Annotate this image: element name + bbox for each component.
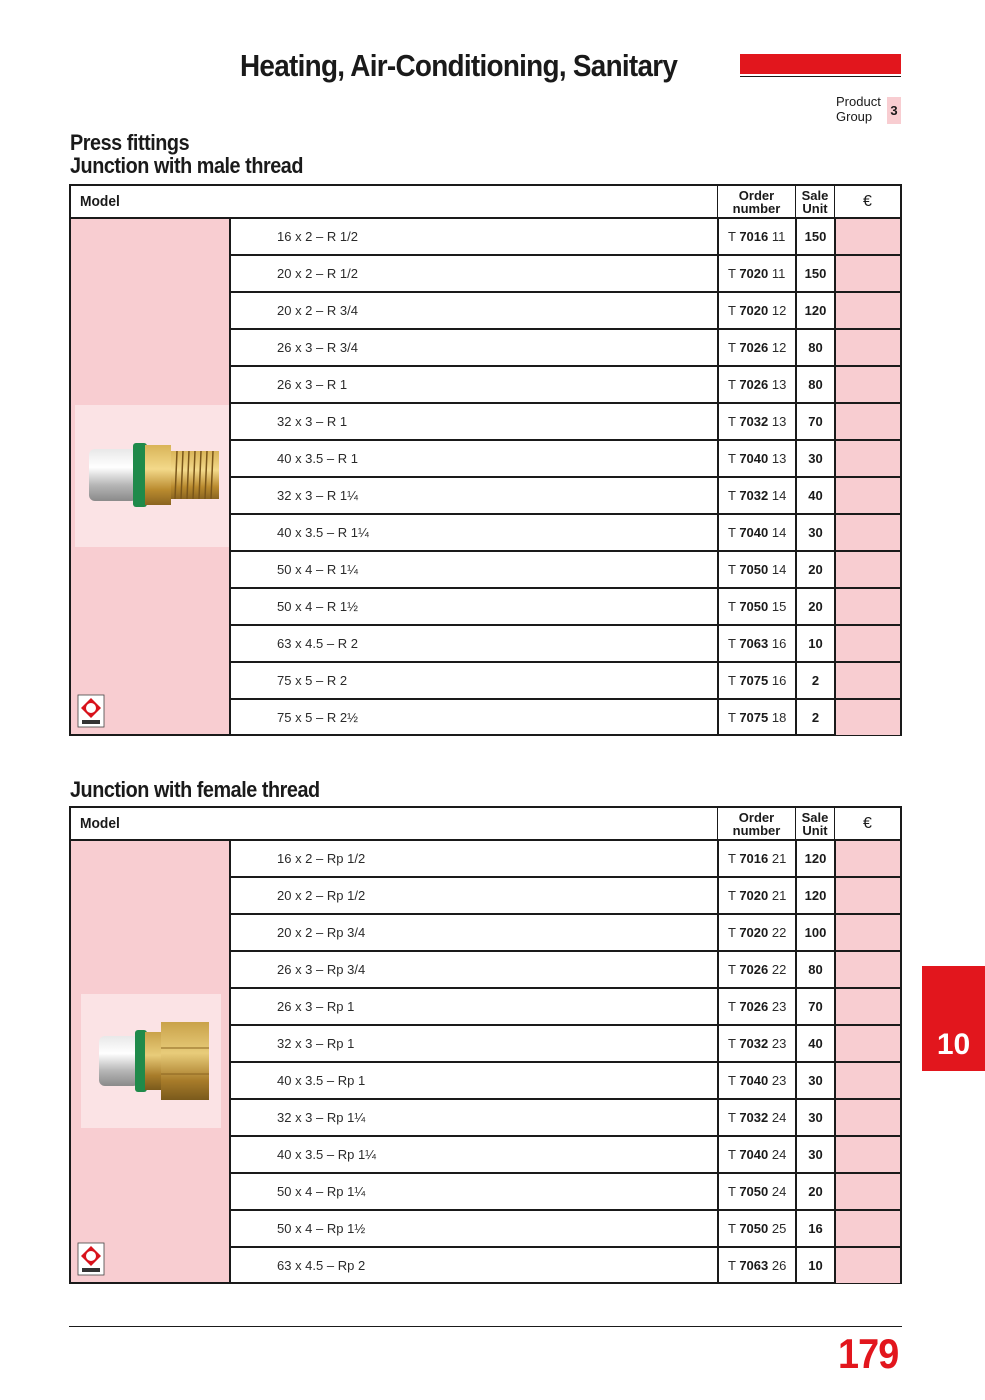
row-sale-unit: 70 <box>795 404 834 439</box>
row-size: 32 x 3 – R 1 <box>277 414 348 429</box>
row-order-number <box>717 1063 795 1098</box>
order-suffix: 15 <box>768 599 787 614</box>
row-size: 50 x 4 – R 1½ <box>277 599 358 614</box>
row-size: 75 x 5 – R 2½ <box>277 710 358 725</box>
table-row <box>231 1211 900 1248</box>
row-price-field <box>834 367 900 402</box>
row-order-number <box>717 256 795 291</box>
order-prefix: T <box>728 303 740 318</box>
row-order-number <box>717 1137 795 1172</box>
order-main: 7032 <box>739 1036 769 1051</box>
row-sale-unit: 100 <box>795 915 834 950</box>
table-row <box>231 1100 900 1137</box>
column-header-model: Model <box>80 815 120 832</box>
table-row <box>231 700 900 737</box>
table-header <box>71 808 900 841</box>
row-order-number <box>717 367 795 402</box>
row-order-number <box>717 1211 795 1246</box>
row-price-field <box>834 989 900 1024</box>
column-header-price: € <box>834 808 900 839</box>
row-size: 16 x 2 – Rp 1/2 <box>277 851 366 866</box>
table-row <box>231 552 900 589</box>
table-row <box>231 515 900 552</box>
order-suffix: 22 <box>768 925 787 940</box>
row-sale-unit: 40 <box>795 478 834 513</box>
order-suffix: 14 <box>768 562 787 577</box>
row-price-field <box>834 256 900 291</box>
order-suffix: 23 <box>768 1073 787 1088</box>
order-prefix: T <box>728 1036 740 1051</box>
row-size: 26 x 3 – Rp 3/4 <box>277 962 366 977</box>
order-suffix: 21 <box>768 851 787 866</box>
table-row <box>231 1063 900 1100</box>
section1-title-line1: Press fittings <box>70 130 190 155</box>
table-row <box>231 256 900 293</box>
row-size: 75 x 5 – R 2 <box>277 673 348 688</box>
column-header-sale-line2: Unit <box>802 201 828 216</box>
column-header-order-line1: Order <box>738 810 775 825</box>
row-sale-unit: 30 <box>795 1137 834 1172</box>
order-prefix: T <box>728 1147 740 1162</box>
row-order-number <box>717 219 795 254</box>
row-order-number <box>717 552 795 587</box>
order-suffix: 12 <box>768 303 787 318</box>
order-prefix: T <box>728 925 740 940</box>
row-sale-unit: 10 <box>795 1248 834 1283</box>
row-price-field <box>834 841 900 876</box>
row-order-number <box>717 663 795 698</box>
table-row <box>231 367 900 404</box>
order-prefix: T <box>728 562 740 577</box>
row-price-field <box>834 878 900 913</box>
row-size: 20 x 2 – R 3/4 <box>277 303 358 318</box>
table-row <box>231 441 900 478</box>
order-suffix: 26 <box>768 1258 787 1273</box>
row-size: 16 x 2 – R 1/2 <box>277 229 358 244</box>
row-price-field <box>834 626 900 661</box>
order-suffix: 14 <box>768 488 787 503</box>
row-size: 32 x 3 – Rp 1¼ <box>277 1110 366 1125</box>
row-size: 63 x 4.5 – R 2 <box>277 636 358 651</box>
row-price-field <box>834 1063 900 1098</box>
row-size: 26 x 3 – Rp 1 <box>277 999 355 1014</box>
order-prefix: T <box>728 851 740 866</box>
row-sale-unit: 16 <box>795 1211 834 1246</box>
table-row <box>231 1248 900 1285</box>
row-size: 20 x 2 – R 1/2 <box>277 266 358 281</box>
order-suffix: 22 <box>768 962 787 977</box>
row-size: 40 x 3.5 – Rp 1 <box>277 1073 366 1088</box>
model-image-column <box>71 841 231 1282</box>
row-order-number <box>717 1174 795 1209</box>
row-price-field <box>834 441 900 476</box>
row-sale-unit: 20 <box>795 1174 834 1209</box>
row-price-field <box>834 293 900 328</box>
order-suffix: 18 <box>768 710 787 725</box>
footer-rule <box>69 1326 902 1327</box>
row-size: 63 x 4.5 – Rp 2 <box>277 1258 366 1273</box>
row-sale-unit: 2 <box>795 663 834 698</box>
header-rule <box>740 76 901 77</box>
product-group-label-line1: Product <box>836 94 881 109</box>
certification-logo-icon <box>77 1242 105 1276</box>
order-main: 7063 <box>739 636 769 651</box>
order-main: 7050 <box>739 562 769 577</box>
row-order-number <box>717 589 795 624</box>
order-prefix: T <box>728 266 740 281</box>
row-price-field <box>834 1026 900 1061</box>
column-header-order-number <box>717 186 795 217</box>
row-price-field <box>834 404 900 439</box>
row-sale-unit: 30 <box>795 515 834 550</box>
row-size: 26 x 3 – R 1 <box>277 377 348 392</box>
order-main: 7020 <box>739 888 769 903</box>
row-sale-unit: 120 <box>795 293 834 328</box>
row-price-field <box>834 1100 900 1135</box>
order-prefix: T <box>728 377 740 392</box>
order-suffix: 21 <box>768 888 787 903</box>
row-sale-unit: 40 <box>795 1026 834 1061</box>
column-header-order-number <box>717 808 795 839</box>
row-price-field <box>834 552 900 587</box>
row-order-number <box>717 1248 795 1283</box>
row-order-number <box>717 626 795 661</box>
row-sale-unit: 80 <box>795 330 834 365</box>
product-group-label <box>836 94 881 124</box>
table-row <box>231 293 900 330</box>
order-main: 7040 <box>739 1073 769 1088</box>
order-main: 7050 <box>739 1184 769 1199</box>
row-size: 40 x 3.5 – R 1¼ <box>277 525 369 540</box>
order-main: 7050 <box>739 1221 769 1236</box>
order-prefix: T <box>728 340 740 355</box>
column-header-model: Model <box>80 193 120 210</box>
table-header <box>71 186 900 219</box>
row-order-number <box>717 330 795 365</box>
order-prefix: T <box>728 673 740 688</box>
order-suffix: 13 <box>768 414 787 429</box>
row-price-field <box>834 1248 900 1283</box>
order-prefix: T <box>728 1110 740 1125</box>
order-suffix: 16 <box>768 673 787 688</box>
row-sale-unit: 120 <box>795 878 834 913</box>
order-prefix: T <box>728 636 740 651</box>
row-sale-unit: 70 <box>795 989 834 1024</box>
order-main: 7040 <box>739 525 769 540</box>
male-thread-table <box>69 184 902 736</box>
row-price-field <box>834 915 900 950</box>
order-prefix: T <box>728 710 740 725</box>
row-order-number <box>717 515 795 550</box>
row-price-field <box>834 952 900 987</box>
order-prefix: T <box>728 599 740 614</box>
row-sale-unit: 2 <box>795 700 834 735</box>
order-main: 7050 <box>739 599 769 614</box>
certification-logo-icon <box>77 694 105 728</box>
row-order-number <box>717 841 795 876</box>
order-prefix: T <box>728 525 740 540</box>
order-suffix: 23 <box>768 1036 787 1051</box>
column-header-price: € <box>834 186 900 217</box>
row-sale-unit: 30 <box>795 441 834 476</box>
row-size: 40 x 3.5 – Rp 1¼ <box>277 1147 377 1162</box>
page-number: 179 <box>838 1330 899 1377</box>
order-prefix: T <box>728 888 740 903</box>
order-main: 7040 <box>739 1147 769 1162</box>
order-suffix: 12 <box>768 340 787 355</box>
order-suffix: 13 <box>768 377 787 392</box>
table-row <box>231 915 900 952</box>
table-row <box>231 1174 900 1211</box>
table-row <box>231 841 900 878</box>
order-prefix: T <box>728 451 740 466</box>
table-row <box>231 952 900 989</box>
order-prefix: T <box>728 229 740 244</box>
order-main: 7032 <box>739 414 769 429</box>
female-thread-table <box>69 806 902 1284</box>
row-size: 32 x 3 – Rp 1 <box>277 1036 355 1051</box>
order-suffix: 24 <box>768 1147 787 1162</box>
row-size: 50 x 4 – R 1¼ <box>277 562 358 577</box>
header-accent-bar <box>740 54 901 74</box>
column-header-sale-unit <box>795 186 834 217</box>
order-prefix: T <box>728 1221 740 1236</box>
row-order-number <box>717 915 795 950</box>
row-size: 26 x 3 – R 3/4 <box>277 340 358 355</box>
column-header-order-line2: number <box>732 823 781 838</box>
row-price-field <box>834 330 900 365</box>
order-main: 7026 <box>739 340 769 355</box>
chapter-tab: 10 <box>922 966 985 1071</box>
female-thread-fitting-photo <box>81 994 221 1128</box>
row-sale-unit: 20 <box>795 589 834 624</box>
table-row <box>231 663 900 700</box>
row-size: 32 x 3 – R 1¼ <box>277 488 358 503</box>
order-main: 7020 <box>739 925 769 940</box>
table-row <box>231 1137 900 1174</box>
row-order-number <box>717 700 795 735</box>
table-row <box>231 989 900 1026</box>
order-suffix: 13 <box>768 451 787 466</box>
table-row <box>231 404 900 441</box>
row-price-field <box>834 1137 900 1172</box>
order-prefix: T <box>728 1073 740 1088</box>
column-header-sale-line1: Sale <box>801 810 829 825</box>
order-main: 7032 <box>739 488 769 503</box>
table-row <box>231 1026 900 1063</box>
row-sale-unit: 30 <box>795 1100 834 1135</box>
row-order-number <box>717 952 795 987</box>
row-order-number <box>717 293 795 328</box>
order-prefix: T <box>728 488 740 503</box>
order-main: 7026 <box>739 377 769 392</box>
table-row <box>231 478 900 515</box>
table-row <box>231 589 900 626</box>
row-size: 50 x 4 – Rp 1½ <box>277 1221 366 1236</box>
row-price-field <box>834 1174 900 1209</box>
row-order-number <box>717 1026 795 1061</box>
row-price-field <box>834 700 900 735</box>
order-main: 7016 <box>739 851 769 866</box>
row-sale-unit: 150 <box>795 256 834 291</box>
order-main: 7026 <box>739 999 769 1014</box>
order-main: 7075 <box>739 673 769 688</box>
product-group-number: 3 <box>887 97 901 124</box>
row-price-field <box>834 589 900 624</box>
column-header-order-line2: number <box>732 201 781 216</box>
row-price-field <box>834 663 900 698</box>
row-order-number <box>717 404 795 439</box>
male-thread-fitting-photo <box>75 405 229 547</box>
row-sale-unit: 10 <box>795 626 834 661</box>
order-prefix: T <box>728 414 740 429</box>
table-row <box>231 878 900 915</box>
model-image-column <box>71 219 231 734</box>
order-suffix: 11 <box>768 229 786 244</box>
order-prefix: T <box>728 962 740 977</box>
order-main: 7016 <box>739 229 769 244</box>
section1-title <box>70 131 303 177</box>
row-order-number <box>717 989 795 1024</box>
order-main: 7075 <box>739 710 769 725</box>
column-header-order-line1: Order <box>738 188 775 203</box>
order-prefix: T <box>728 999 740 1014</box>
order-suffix: 24 <box>768 1110 787 1125</box>
row-sale-unit: 120 <box>795 841 834 876</box>
column-header-sale-line1: Sale <box>801 188 829 203</box>
order-suffix: 14 <box>768 525 787 540</box>
row-price-field <box>834 1211 900 1246</box>
order-suffix: 16 <box>768 636 787 651</box>
row-sale-unit: 80 <box>795 367 834 402</box>
order-suffix: 11 <box>768 266 786 281</box>
row-size: 20 x 2 – Rp 1/2 <box>277 888 366 903</box>
row-price-field <box>834 478 900 513</box>
row-order-number <box>717 1100 795 1135</box>
row-order-number <box>717 441 795 476</box>
order-suffix: 24 <box>768 1184 787 1199</box>
order-main: 7032 <box>739 1110 769 1125</box>
table-row <box>231 330 900 367</box>
order-prefix: T <box>728 1184 740 1199</box>
row-price-field <box>834 219 900 254</box>
row-order-number <box>717 878 795 913</box>
section1-title-line2: Junction with male thread <box>70 153 303 178</box>
row-size: 40 x 3.5 – R 1 <box>277 451 358 466</box>
column-header-sale-unit <box>795 808 834 839</box>
order-suffix: 23 <box>768 999 787 1014</box>
order-main: 7040 <box>739 451 769 466</box>
order-main: 7020 <box>739 303 769 318</box>
row-size: 20 x 2 – Rp 3/4 <box>277 925 366 940</box>
page-header-title: Heating, Air-Conditioning, Sanitary <box>240 48 678 83</box>
column-header-sale-line2: Unit <box>802 823 828 838</box>
order-main: 7020 <box>739 266 769 281</box>
row-sale-unit: 30 <box>795 1063 834 1098</box>
row-sale-unit: 150 <box>795 219 834 254</box>
row-price-field <box>834 515 900 550</box>
row-size: 50 x 4 – Rp 1¼ <box>277 1184 366 1199</box>
product-group-label-line2: Group <box>836 109 873 124</box>
section2-title: Junction with female thread <box>70 777 320 802</box>
order-prefix: T <box>728 1258 740 1273</box>
order-main: 7063 <box>739 1258 769 1273</box>
order-main: 7026 <box>739 962 769 977</box>
row-order-number <box>717 478 795 513</box>
order-suffix: 25 <box>768 1221 787 1236</box>
row-sale-unit: 80 <box>795 952 834 987</box>
row-sale-unit: 20 <box>795 552 834 587</box>
table-body <box>71 841 900 1282</box>
table-row <box>231 219 900 256</box>
table-body <box>71 219 900 734</box>
table-row <box>231 626 900 663</box>
